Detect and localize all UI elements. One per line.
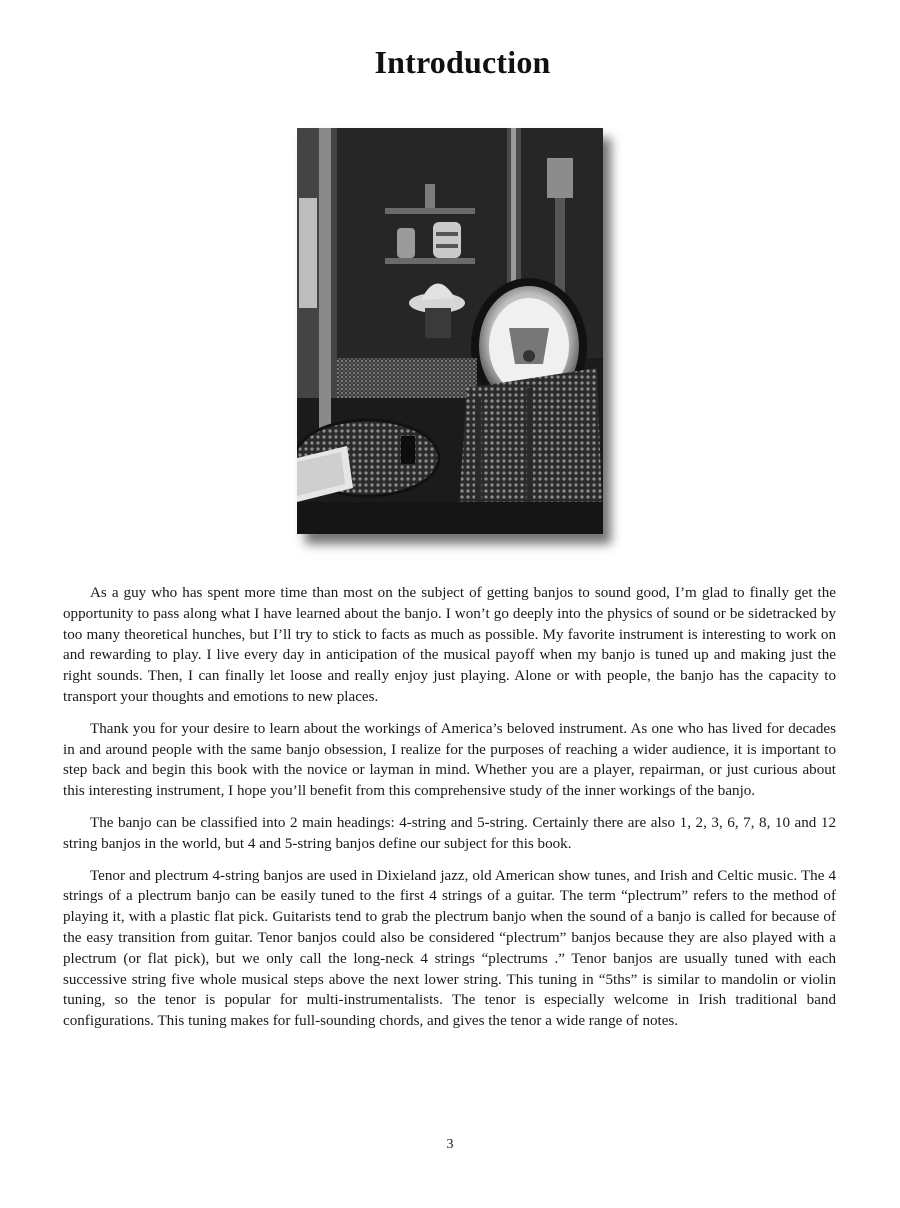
paragraph-2: Thank you for your desire to learn about the workings of America’s beloved instrument. As one who has lived for decades in and around people with the same banjo obsession, I realize for the purposes of reaching a wider audience, it is important to step back and begin this book with the novice or layman in mind. Whether you are a player, repairman, or just curious about this interesting instrument, I hope you’ll benefit from this comprehensive study of the inner workings of the banjo.	[63, 720, 836, 800]
banjo-photo	[297, 128, 603, 534]
paragraph-1: As a guy who has spent more time than most on the subject of getting banjos to sound good, I’m glad to finally get the opportunity to pass along what I have learned about the banjo. I won’t go deeply into the physics of sound or be sidetracked by too many theoretical hunches, but I’ll try to stick to facts as much as possible. My favorite instrument is interesting to work on and rewarding to play. I live every day in anticipation of the musical payoff when my banjo is tuned up and making just the right sounds. Then, I can finally let loose and really enjoy just playing. Alone or with people, the banjo has the capacity to transport your thoughts and emotions to new places.	[63, 585, 836, 705]
body-text	[63, 583, 836, 1043]
banjo-photo-illustration	[297, 128, 603, 534]
paragraph-3: The banjo can be classified into 2 main headings: 4-string and 5-string. Certainly there are also 1, 2, 3, 6, 7, 8, 10 and 12 string banjos in the world, but 4 and 5-string banjos define our subject for this book.	[63, 814, 836, 852]
page-title: Introduction	[374, 44, 551, 80]
page-number: 3	[446, 1137, 454, 1152]
paragraph-4: Tenor and plectrum 4-string banjos are used in Dixieland jazz, old American show tunes, and Irish and Celtic music. The 4 strings of a plectrum banjo can be easily tuned to the first 4 strings of a guitar. The term “plectrum” refers to the method of playing it, with a plastic flat pick. Guitarists tend to grab the plectrum banjo when the sound of a banjo is called for because of the easy transition from guitar. Tenor banjos could also be considered “plectrum” banjos because they are also played with a plectrum (or flat pick), but we only call the long-neck 4 strings “plectrums .” Tenor banjos are usually tuned with each successive string five whole musical steps above the next lower string. This tuning in “5ths” is similar to mandolin or violin tuning, so the tenor is popular for multi-instrumentalists. The tenor is especially welcome in Irish traditional band configurations. This tuning makes for full-sounding chords, and gives the tenor a wide range of notes.	[63, 867, 836, 1030]
